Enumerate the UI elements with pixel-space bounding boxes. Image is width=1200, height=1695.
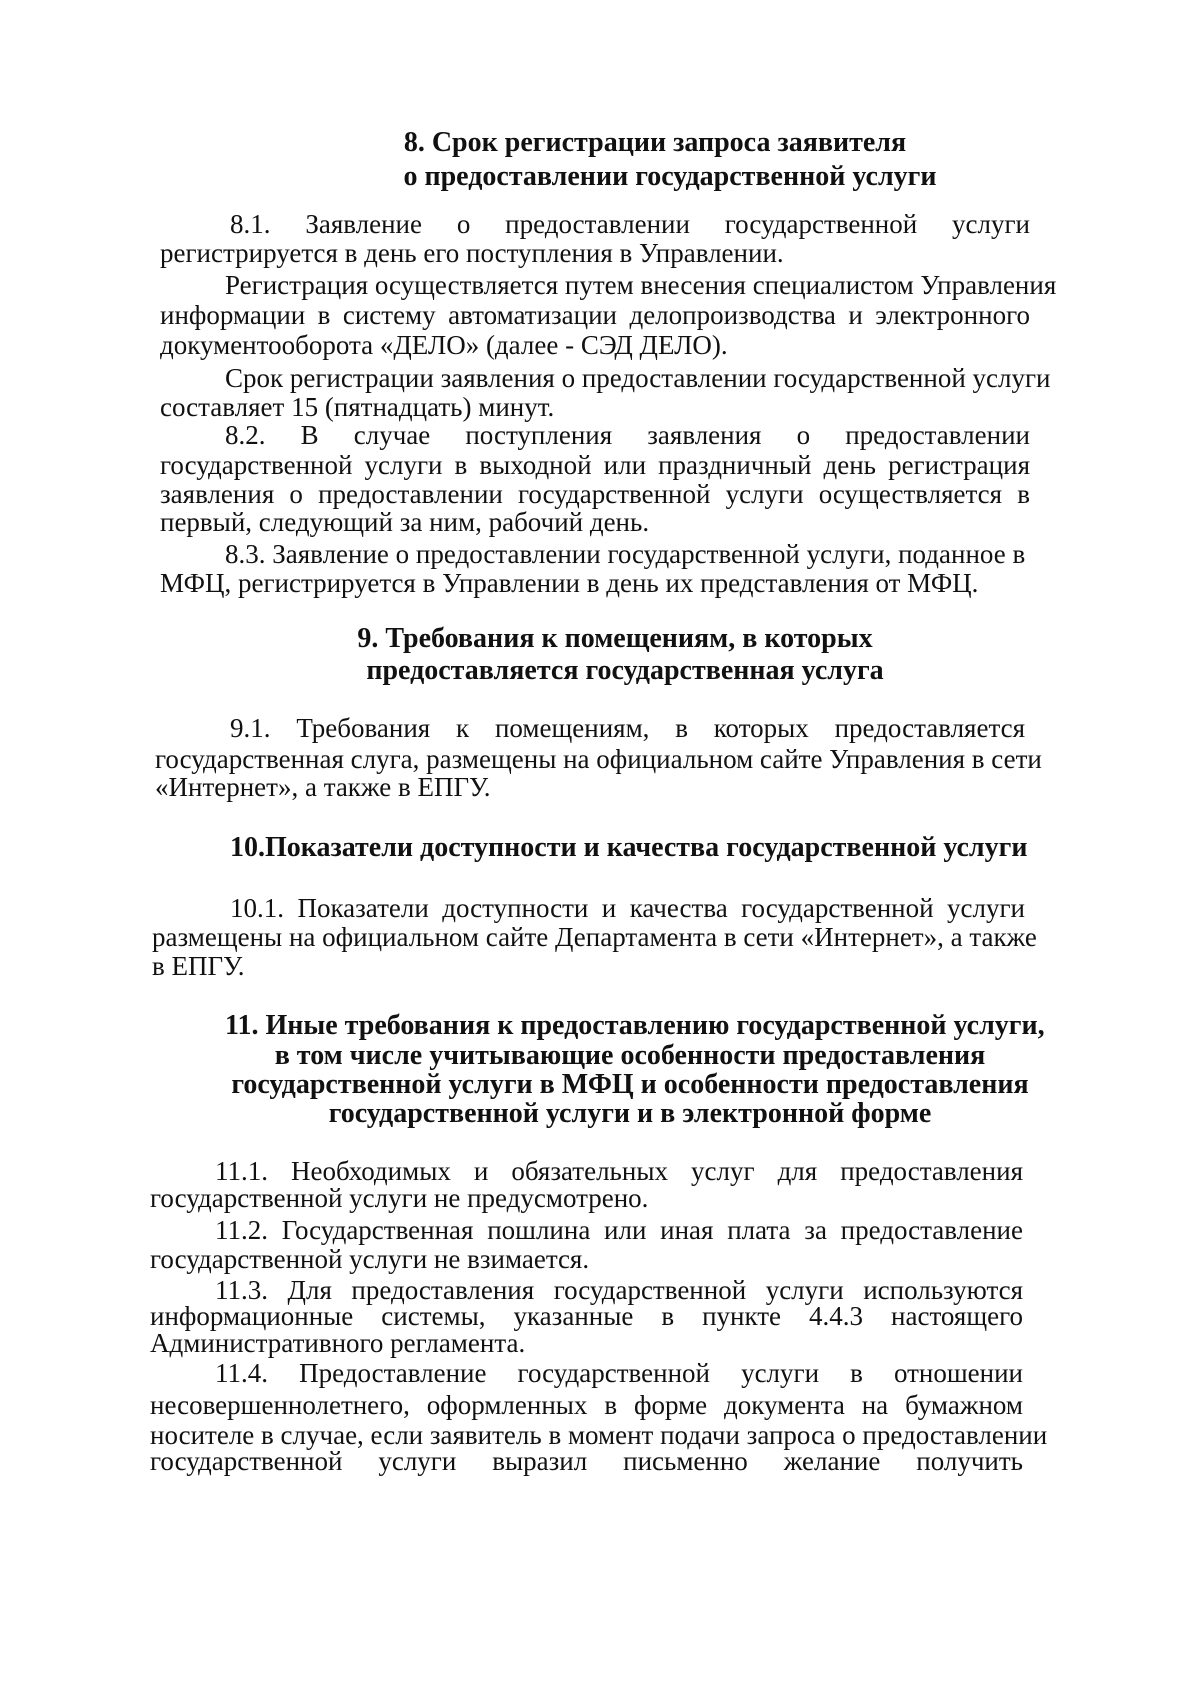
- paragraph-8-2-line-2: государственной услуги в выходной или праздничный день регистрация: [160, 450, 1030, 480]
- section-10-heading: 10.Показатели доступности и качества государственной услуги: [230, 832, 1028, 863]
- paragraph-8-1-reg-line-3: документооборота «ДЕЛО» (далее - СЭД ДЕЛО).: [160, 330, 728, 360]
- section-11-heading-line-1: 11. Иные требования к предоставлению государственной услуги,: [225, 1010, 1045, 1041]
- paragraph-8-1-term-line-1: Срок регистрации заявления о предоставлении государственной услуги: [225, 363, 1051, 393]
- section-8-heading-line-1: 8. Срок регистрации запроса заявителя: [403, 127, 907, 158]
- paragraph-9-1-line-1: 9.1. Требования к помещениям, в которых предоставляется: [230, 713, 1025, 743]
- section-11-heading-line-2: в том числе учитывающие особенности предоставления: [274, 1040, 986, 1071]
- paragraph-11-1-line-2: государственной услуги не предусмотрено.: [150, 1183, 649, 1213]
- paragraph-10-1-line-2: размещены на официальном сайте Департамента в сети «Интернет», а также: [152, 922, 1037, 952]
- paragraph-10-1-line-3: в ЕПГУ.: [152, 951, 245, 981]
- paragraph-11-4-line-4: государственной услуги выразил письменно желание получить: [150, 1446, 1023, 1476]
- paragraph-11-1-line-1: 11.1. Необходимых и обязательных услуг для предоставления: [215, 1156, 1023, 1186]
- section-9-heading-line-2: предоставляется государственная услуга: [366, 655, 884, 686]
- paragraph-11-3-line-3: Административного регламента.: [150, 1328, 526, 1358]
- paragraph-8-1-reg-line-1: Регистрация осуществляется путем внесения специалистом Управления: [225, 270, 1057, 300]
- paragraph-8-2-line-1: 8.2. В случае поступления заявления о предоставлении: [225, 420, 1030, 450]
- paragraph-8-3-line-2: МФЦ, регистрируется в Управлении в день их представления от МФЦ.: [160, 568, 979, 598]
- paragraph-11-4-line-2: несовершеннолетнего, оформленных в форме документа на бумажном: [150, 1390, 1023, 1420]
- paragraph-11-4-line-3: носителе в случае, если заявитель в момент подачи запроса о предоставлении: [150, 1420, 1048, 1450]
- paragraph-8-1-term-line-2: составляет 15 (пятнадцать) минут.: [160, 392, 555, 422]
- paragraph-8-1-line-1: 8.1. Заявление о предоставлении государственной услуги: [230, 209, 1030, 239]
- paragraph-8-3-line-1: 8.3. Заявление о предоставлении государственной услуги, поданное в: [225, 539, 1026, 569]
- paragraph-9-1-line-3: «Интернет», а также в ЕПГУ.: [155, 772, 491, 802]
- section-8-heading-line-2: о предоставлении государственной услуги: [403, 161, 937, 192]
- paragraph-11-2-line-1: 11.2. Государственная пошлина или иная плата за предоставление: [215, 1215, 1023, 1245]
- section-11-heading-line-4: государственной услуги и в электронной форме: [328, 1098, 932, 1129]
- paragraph-8-2-line-4: первый, следующий за ним, рабочий день.: [160, 507, 650, 537]
- paragraph-11-2-line-2: государственной услуги не взимается.: [150, 1244, 590, 1274]
- paragraph-8-1-line-2: регистрируется в день его поступления в Управлении.: [160, 238, 784, 268]
- section-11-heading-line-3: государственной услуги в МФЦ и особенности предоставления: [231, 1069, 1029, 1100]
- paragraph-10-1-line-1: 10.1. Показатели доступности и качества государственной услуги: [230, 893, 1025, 923]
- paragraph-8-2-line-3: заявления о предоставлении государственной услуги осуществляется в: [160, 479, 1030, 509]
- paragraph-11-3-line-1: 11.3. Для предоставления государственной услуги используются: [215, 1275, 1023, 1305]
- paragraph-11-4-line-1: 11.4. Предоставление государственной услуги в отношении: [215, 1358, 1023, 1388]
- paragraph-9-1-line-2: государственная слуга, размещены на официальном сайте Управления в сети: [155, 744, 1042, 774]
- paragraph-8-1-reg-line-2: информации в систему автоматизации делопроизводства и электронного: [160, 300, 1030, 330]
- section-9-heading-line-1: 9. Требования к помещениям, в которых: [357, 623, 873, 654]
- paragraph-11-3-line-2: информационные системы, указанные в пункте 4.4.3 настоящего: [150, 1301, 1023, 1331]
